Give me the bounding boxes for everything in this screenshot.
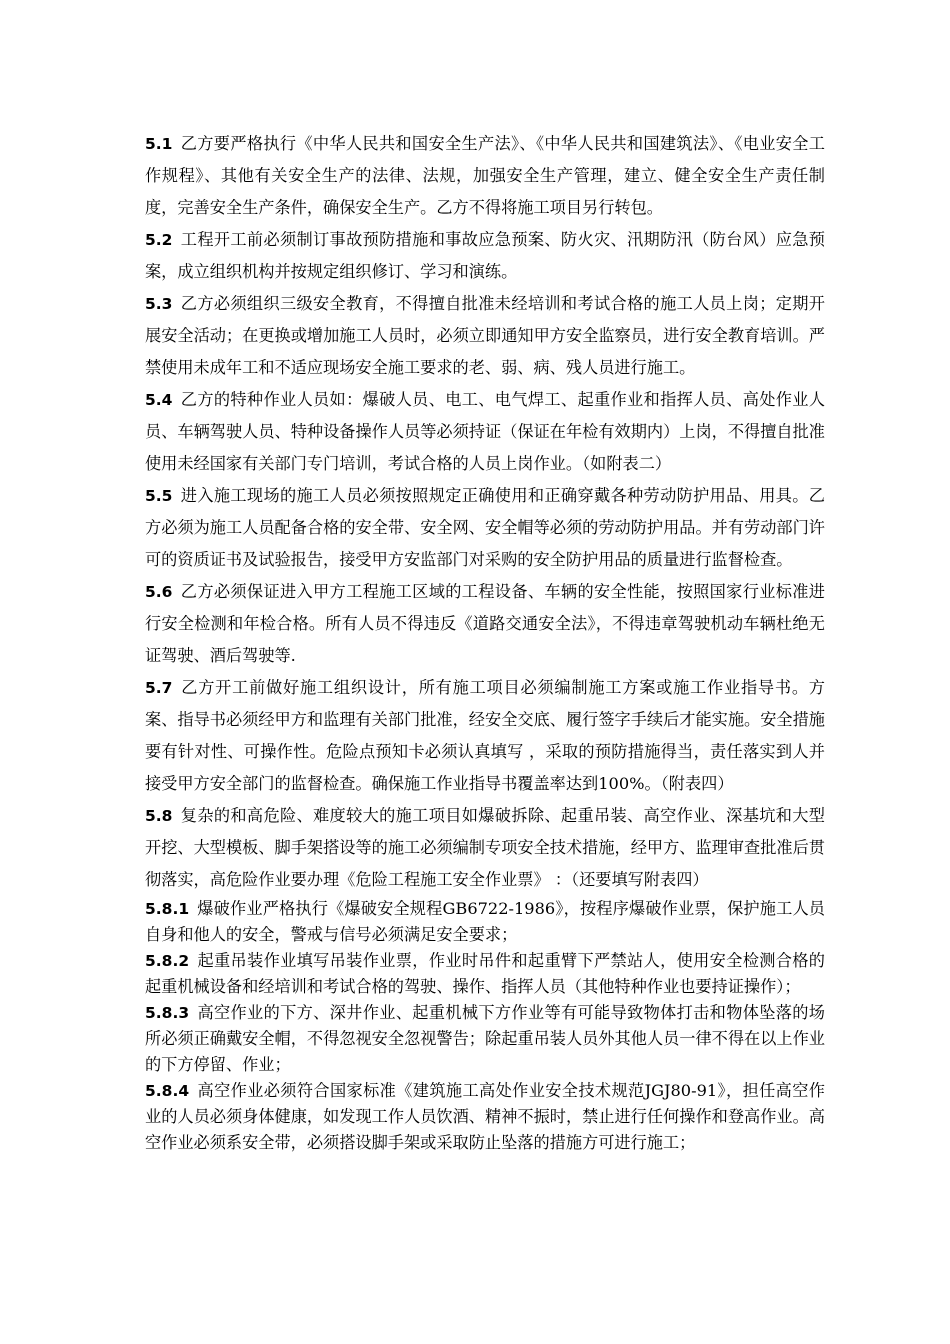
- clause-number: 5.8.1: [145, 900, 190, 918]
- clause-5-8: [145, 800, 825, 896]
- clause-5-3: [145, 288, 825, 384]
- clause-5-8-3: [145, 1000, 825, 1078]
- clause-5-8-4: [145, 1078, 825, 1156]
- clause-number: 5.2: [145, 231, 173, 249]
- clause-text: 乙方必须组织三级安全教育，不得擅自批准未经培训和考试合格的施工人员上岗；定期开展安全活动；在更换或增加施工人员时，必须立即通知甲方安全监察员，进行安全教育培训。严禁使用未成年工和不适应现场安全施工要求的老、弱、病、残人员进行施工。: [145, 294, 825, 377]
- clause-number: 5.8.3: [145, 1004, 190, 1022]
- clause-5-8-1: [145, 896, 825, 948]
- clause-text: 起重吊装作业填写吊装作业票，作业时吊件和起重臂下严禁站人，使用安全检测合格的起重机械设备和经培训和考试合格的驾驶、操作、指挥人员（其他特种作业也要持证操作）；: [145, 951, 825, 996]
- clause-number: 5.3: [145, 295, 173, 313]
- clause-5-7: [145, 672, 825, 800]
- clause-text: 爆破作业严格执行《爆破安全规程GB6722-1986》，按程序爆破作业票，保护施工人员自身和他人的安全，警戒与信号必须满足安全要求；: [145, 899, 825, 944]
- clause-5-4: [145, 384, 825, 480]
- clause-5-6: [145, 576, 825, 672]
- clause-number: 5.6: [145, 583, 173, 601]
- clause-text: 高空作业的下方、深井作业、起重机械下方作业等有可能导致物体打击和物体坠落的场所必须正确戴安全帽，不得忽视安全忽视警告；除起重吊装人员外其他人员一律不得在以上作业的下方停留、作业；: [145, 1003, 825, 1074]
- clause-text: 高空作业必须符合国家标准《建筑施工高处作业安全技术规范JGJ80-91》，担任高空作业的人员必须身体健康，如发现工作人员饮酒、精神不振时，禁止进行任何操作和登高作业。高空作业必须系安全带，必须搭设脚手架或采取防止坠落的措施方可进行施工；: [145, 1081, 825, 1152]
- clause-number: 5.7: [145, 679, 173, 697]
- clause-text: 乙方要严格执行《中华人民共和国安全生产法》、《中华人民共和国建筑法》、《电业安全工作规程》、其他有关安全生产的法律、法规，加强安全生产管理，建立、健全安全生产责任制度，完善安全生产条件，确保安全生产。乙方不得将施工项目另行转包。: [145, 134, 825, 217]
- clause-text: 工程开工前必须制订事故预防措施和事故应急预案、防火灾、汛期防汛（防台风）应急预案，成立组织机构并按规定组织修订、学习和演练。: [145, 230, 825, 281]
- clause-text: 进入施工现场的施工人员必须按照规定正确使用和正确穿戴各种劳动防护用品、用具。乙方必须为施工人员配备合格的安全带、安全网、安全帽等必须的劳动防护用品。并有劳动部门许可的资质证书及试验报告，接受甲方安监部门对采购的安全防护用品的质量进行监督检查。: [145, 486, 825, 569]
- clause-number: 5.8.2: [145, 952, 190, 970]
- clause-number: 5.1: [145, 135, 173, 153]
- clause-5-5: [145, 480, 825, 576]
- clause-text: 乙方开工前做好施工组织设计，所有施工项目必须编制施工方案或施工作业指导书。方案、指导书必须经甲方和监理有关部门批准，经安全交底、履行签字手续后才能实施。安全措施要有针对性、可操作性。危险点预知卡必须认真填写 ，采取的预防措施得当，责任落实到人并接受甲方安全部门的监督检查。确保施工作业指导书覆盖率达到100%。（附表四）: [145, 678, 825, 793]
- clause-text: 乙方必须保证进入甲方工程施工区域的工程设备、车辆的安全性能，按照国家行业标准进行安全检测和年检合格。所有人员不得违反《道路交通安全法》，不得违章驾驶机动车辆杜绝无证驾驶、酒后驾驶等.: [145, 582, 825, 665]
- clause-5-1: [145, 128, 825, 224]
- clause-5-2: [145, 224, 825, 288]
- clause-number: 5.4: [145, 391, 173, 409]
- clause-number: 5.8: [145, 807, 173, 825]
- clause-text: 复杂的和高危险、难度较大的施工项目如爆破拆除、起重吊装、高空作业、深基坑和大型开挖、大型模板、脚手架搭设等的施工必须编制专项安全技术措施，经甲方、监理审查批准后贯彻落实，高危险作业要办理《危险工程施工安全作业票》 ：（还要填写附表四）: [145, 806, 825, 889]
- document-body: [145, 128, 825, 1156]
- clause-text: 乙方的特种作业人员如：爆破人员、电工、电气焊工、起重作业和指挥人员、高处作业人员、车辆驾驶人员、特种设备操作人员等必须持证（保证在年检有效期内）上岗，不得擅自批准使用未经国家有关部门专门培训，考试合格的人员上岗作业。（如附表二）: [145, 390, 825, 473]
- clause-number: 5.8.4: [145, 1082, 190, 1100]
- clause-number: 5.5: [145, 487, 173, 505]
- clause-5-8-2: [145, 948, 825, 1000]
